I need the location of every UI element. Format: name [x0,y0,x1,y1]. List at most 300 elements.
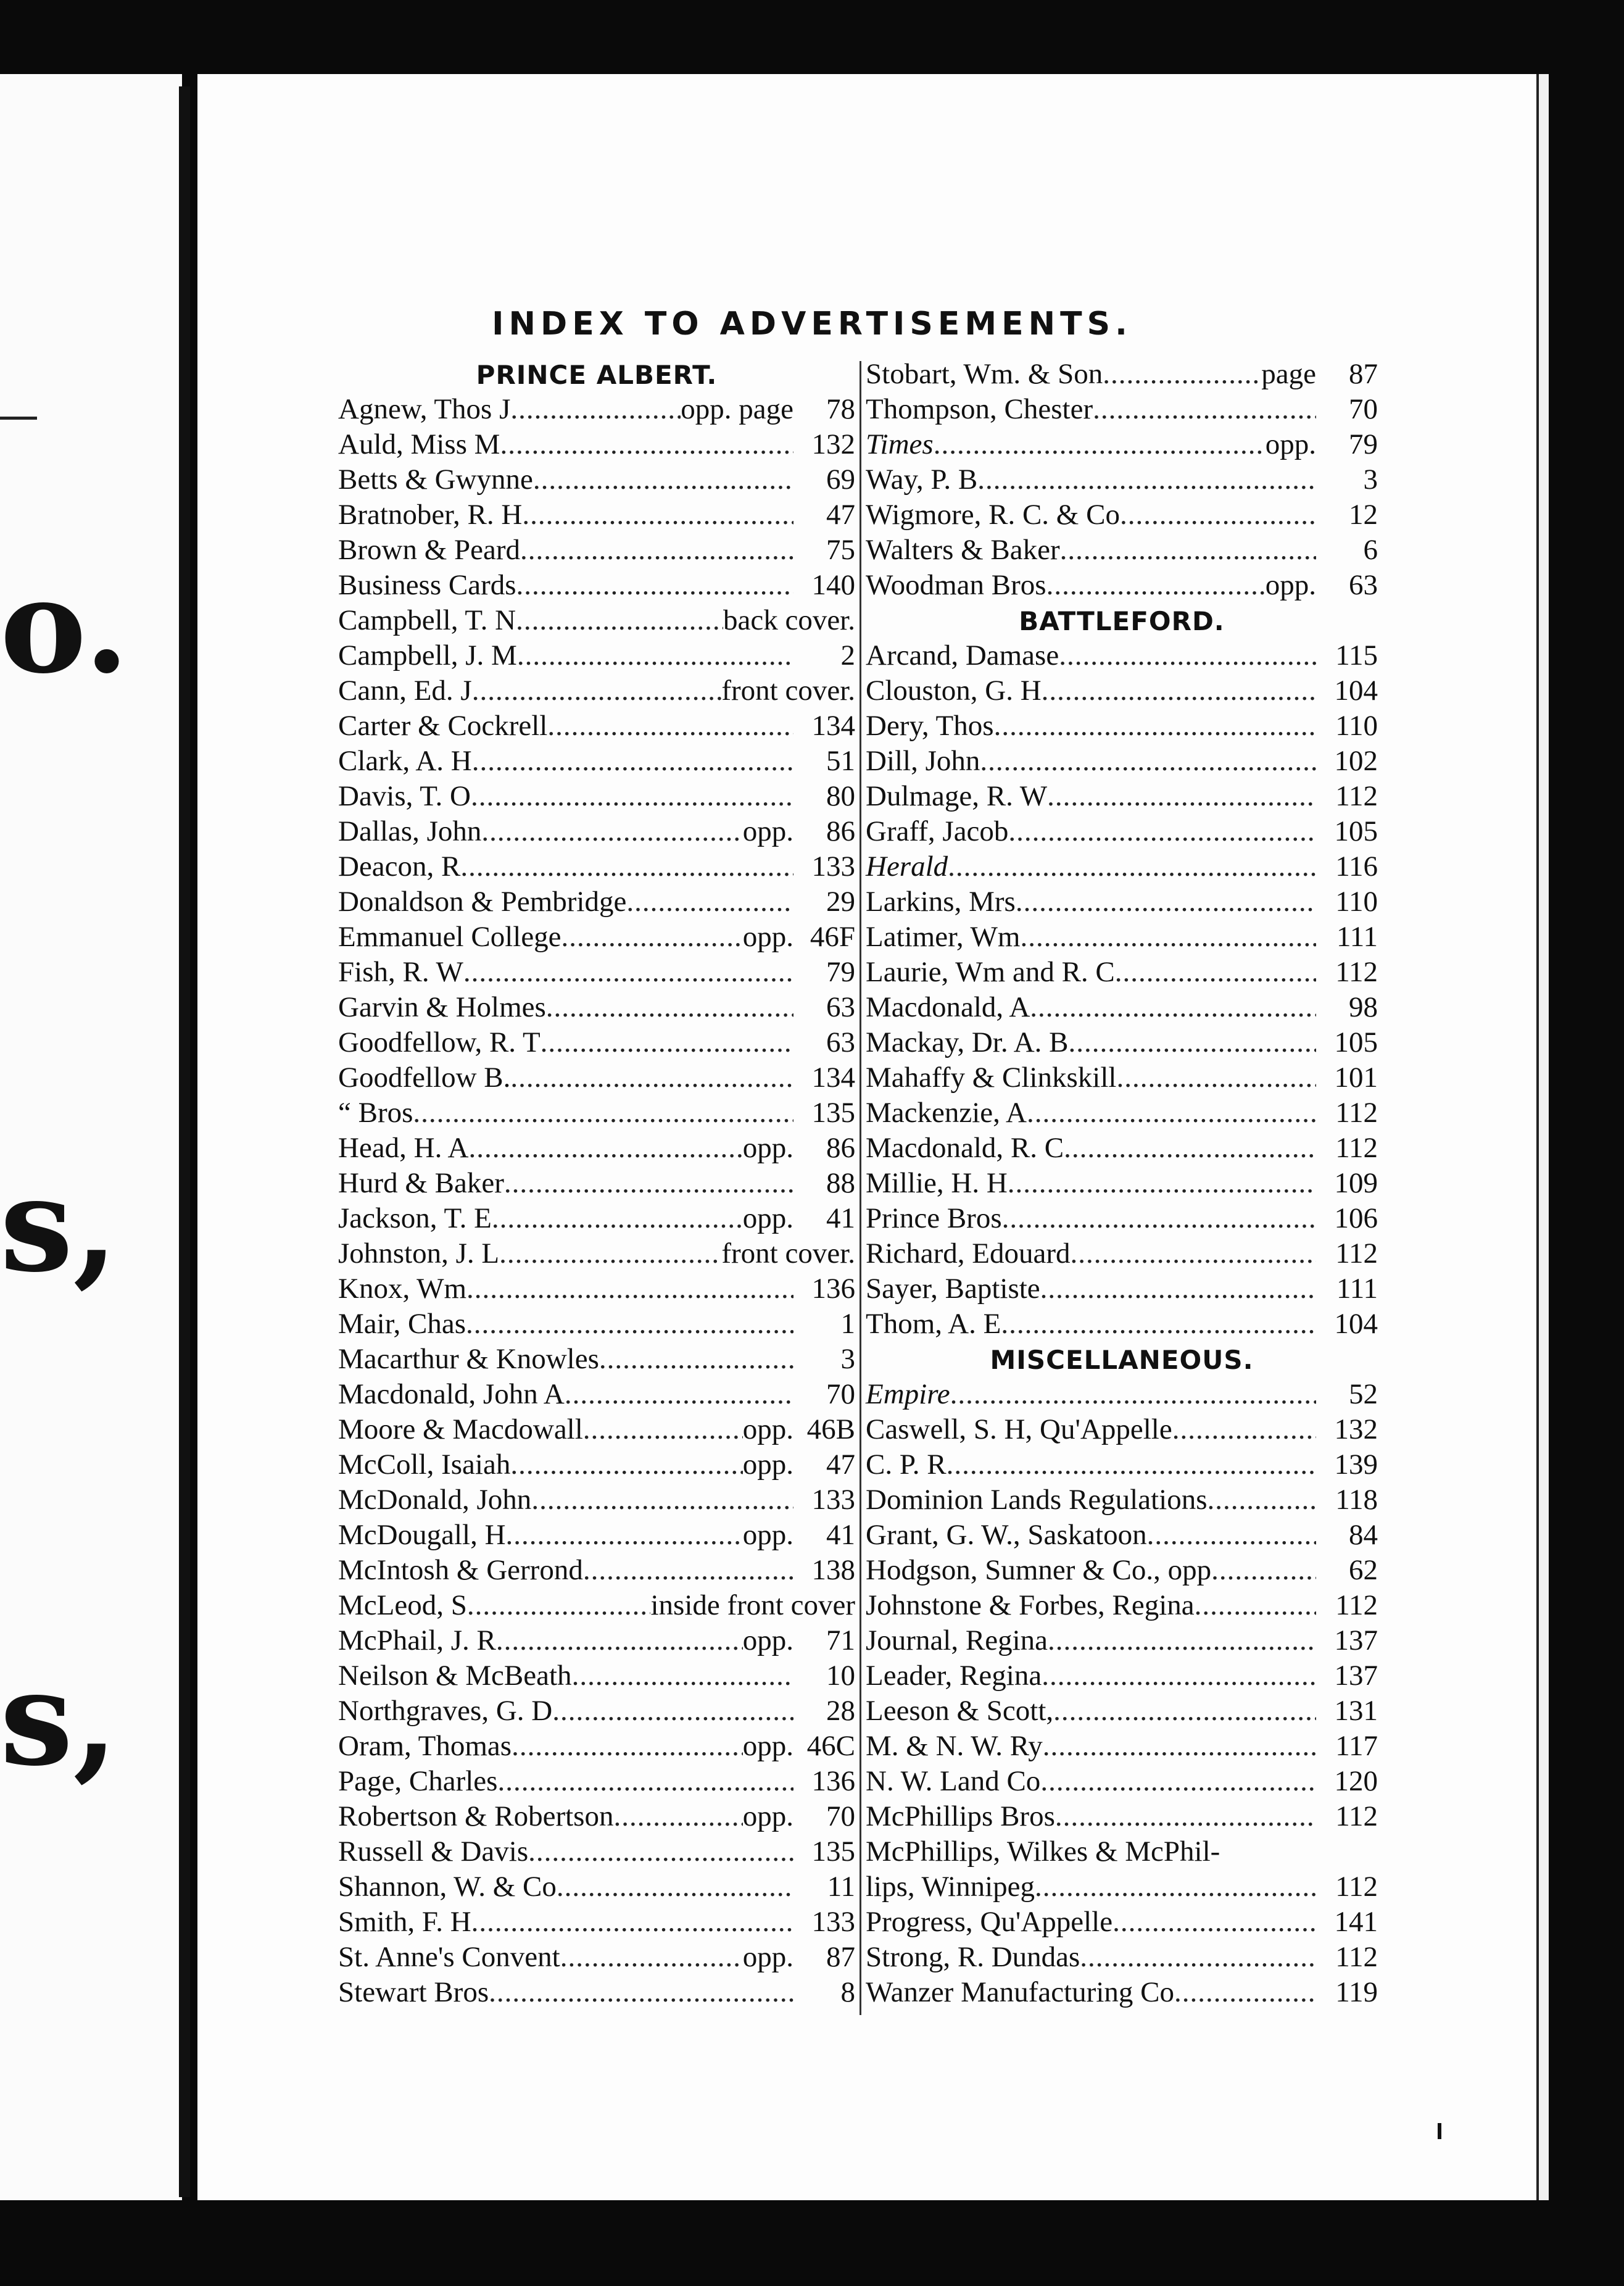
index-entry [338,1553,855,1588]
index-entry [866,357,1378,392]
dot-leader [1071,1236,1316,1271]
dot-leader [1008,1166,1316,1201]
dot-leader [572,1658,793,1694]
entry-page-number: 79 [1349,428,1378,460]
index-entry [338,1869,855,1905]
entry-name: Betts & Gwynne [338,463,533,496]
entry-page-number: 136 [811,1273,855,1305]
dot-leader [1047,779,1316,814]
entry-page-number: 84 [1349,1519,1378,1551]
entry-list [866,357,1378,603]
entry-name: Dallas, John [338,815,482,847]
index-entry [866,884,1378,920]
index-entry [338,744,855,779]
entry-reference: opp. [742,1941,793,1973]
entry-name: Leeson & Scott, [866,1695,1054,1727]
entry-page-number: 86 [826,815,855,847]
dot-leader [531,1482,793,1518]
dot-leader [547,709,793,744]
entry-name: Strong, R. Dundas [866,1941,1080,1973]
dot-leader [1172,1412,1316,1447]
dot-leader [1002,1201,1316,1236]
entry-name: Macdonald, A [866,991,1030,1023]
dot-leader [947,1447,1316,1482]
index-entry [338,1377,855,1412]
entry-name: Emmanuel College [338,921,561,953]
index-entry [866,990,1378,1025]
entry-page-number: 10 [826,1660,855,1692]
entry-name: Stewart Bros [338,1976,489,2008]
entry-page-number: 29 [826,886,855,918]
dot-leader [466,1307,793,1342]
index-entry [338,814,855,849]
entry-reference: opp. [742,1624,793,1656]
index-entry [338,1658,855,1694]
entry-page-number: 139 [1334,1448,1378,1481]
entry-name: Bratnober, R. H [338,499,523,531]
dot-leader [1042,673,1316,709]
entry-page-number: 141 [1334,1906,1378,1938]
entry-name: Millie, H. H [866,1167,1008,1199]
entry-name: Mackay, Dr. A. B [866,1026,1069,1058]
entry-name: Campbell, J. M [338,639,517,671]
index-entry [866,427,1378,462]
entry-page-number: 112 [1335,1097,1378,1129]
entry-name: Mair, Chas [338,1308,466,1340]
entry-page-number: 133 [811,850,855,883]
dot-leader [500,427,793,462]
index-entry [866,849,1378,884]
entry-name: Empire [866,1378,950,1410]
dot-leader [557,1869,793,1905]
entry-list [866,1377,1378,2010]
entry-reference: front cover. [721,1237,855,1270]
entry-name: Sayer, Baptiste [866,1273,1040,1305]
index-entry [338,920,855,955]
entry-name: St. Anne's Convent [338,1941,560,1973]
entry-reference: opp. [742,1413,793,1445]
entry-page-number: 112 [1335,1800,1378,1832]
entry-name: Goodfellow, R. T [338,1026,541,1058]
index-entry [338,1131,855,1166]
entry-name: Clark, A. H [338,745,472,777]
entry-page-number: 71 [826,1624,855,1656]
entry-name: Dill, John [866,745,980,777]
entry-name: Fish, R. W [338,956,463,988]
entry-page-number: 136 [811,1765,855,1797]
entry-page-number: 80 [826,780,855,812]
entry-name: Cann, Ed. J [338,675,472,707]
entry-name: Progress, Qu'Appelle [866,1906,1113,1938]
entry-name: Knox, Wm [338,1273,467,1305]
entry-name: Larkins, Mrs [866,886,1016,918]
entry-page-number: 101 [1334,1062,1378,1094]
index-entry [866,392,1378,427]
index-entry [338,1201,855,1236]
index-entry [866,1764,1378,1799]
dot-leader [1093,392,1316,427]
entry-page-number: 106 [1334,1202,1378,1234]
entry-page-number: 112 [1335,956,1378,988]
index-entry [866,1623,1378,1658]
index-entry [866,568,1378,603]
index-entry [866,1060,1378,1095]
dot-leader [481,814,742,849]
entry-page-number: 51 [826,745,855,777]
dot-leader [546,990,793,1025]
index-entry [866,1166,1378,1201]
entry-page-number: 110 [1335,886,1378,918]
index-entry [866,814,1378,849]
entry-page-number: 140 [811,569,855,601]
entry-reference: back cover. [723,604,855,636]
index-entry [338,1095,855,1131]
entry-name: Wanzer Manufacturing Co [866,1976,1174,2008]
dot-leader [1042,1658,1316,1694]
dot-leader [1059,638,1316,673]
dot-leader [533,462,793,497]
entry-name: McIntosh & Gerrond [338,1554,583,1586]
entry-name: Neilson & McBeath [338,1660,572,1692]
index-entry [338,673,855,709]
entry-page-number: 111 [1336,1273,1378,1305]
index-entry [866,709,1378,744]
entry-name: Graff, Jacob [866,815,1009,847]
entry-reference: page [1261,358,1316,390]
index-entry [338,990,855,1025]
entry-page-number: 47 [826,1448,855,1481]
entry-name: Caswell, S. H, Qu'Appelle [866,1413,1172,1445]
entry-page-number: 78 [826,393,855,425]
index-entry [338,1412,855,1447]
entry-name: Auld, Miss M [338,428,500,460]
entry-page-number: 86 [826,1132,855,1164]
entry-page-number: 46C [806,1730,855,1762]
dot-leader [516,603,723,638]
index-entry [338,1307,855,1342]
index-entry [338,1799,855,1834]
dot-leader [468,1131,742,1166]
dot-leader [948,849,1316,884]
entry-name: Herald [866,850,948,883]
dot-leader [522,497,793,533]
index-entry [866,1482,1378,1518]
entry-page-number: 117 [1335,1730,1378,1762]
index-entry [338,1764,855,1799]
entry-name: Shannon, W. & Co [338,1871,557,1903]
dot-leader [510,1447,742,1482]
index-entry [866,497,1378,533]
dot-leader [1120,497,1316,533]
facing-page-fragment: s, [0,1642,118,1795]
entry-name: Richard, Edouard [866,1237,1071,1270]
dot-leader [541,1025,793,1060]
entry-page-number: 41 [826,1519,855,1551]
dot-leader [472,744,793,779]
facing-page-fragment: o. [0,550,130,702]
dot-leader [1046,568,1266,603]
index-entry [866,1271,1378,1307]
entry-page-number: 70 [1349,393,1378,425]
entry-page-number: 1 [840,1308,855,1340]
entry-page-number: 2 [840,639,855,671]
entry-name: Walters & Baker [866,534,1060,566]
facing-page-edge [0,74,182,2200]
dot-leader [499,1236,721,1271]
dot-leader [471,1905,793,1940]
entry-reference: opp. [742,1448,793,1481]
entry-name: Robertson & Robertson [338,1800,614,1832]
entry-name: McDonald, John [338,1484,532,1516]
entry-page-number: 98 [1349,991,1378,1023]
index-entry [338,884,855,920]
dot-leader [489,1975,793,2010]
dot-leader [467,1588,651,1623]
entry-page-number: 112 [1335,1871,1378,1903]
dot-leader [1055,1799,1316,1834]
entry-name: Journal, Regina [866,1624,1048,1656]
index-entry [338,1834,855,1869]
entry-name: Mahaffy & Clinkskill [866,1062,1117,1094]
entry-name: Thompson, Chester [866,393,1093,425]
index-entry [866,1447,1378,1482]
entry-page-number: 47 [826,499,855,531]
index-entry [338,427,855,462]
entry-name: Dulmage, R. W [866,780,1048,812]
dot-leader [512,1729,743,1764]
entry-name: Johnstone & Forbes, Regina [866,1589,1195,1621]
section-heading-miscellaneous: MISCELLANEOUS. [990,1345,1254,1375]
index-entry [338,1905,855,1940]
entry-page-number: 3 [840,1343,855,1375]
index-entry [866,462,1378,497]
index-entry [338,709,855,744]
entry-page-number: 75 [826,534,855,566]
index-entry [866,1131,1378,1166]
entry-page-number: 63 [826,991,855,1023]
entry-reference: opp. page [681,393,793,425]
entry-reference: opp. [1265,569,1316,601]
entry-name: Dominion Lands Regulations [866,1484,1208,1516]
entry-page-number: 104 [1334,1308,1378,1340]
page-title: INDEX TO ADVERTISEMENTS. [492,305,1132,343]
dot-leader [1016,884,1316,920]
entry-name: Head, H. A [338,1132,469,1164]
entry-reference: opp. [742,1202,793,1234]
entry-page-number: 8 [840,1976,855,2008]
entry-page-number: 132 [1334,1413,1378,1445]
entry-page-number: 132 [811,428,855,460]
dot-leader [528,1834,793,1869]
entry-name: Times [866,428,934,460]
index-entry [338,1166,855,1201]
dot-leader [471,779,793,814]
entry-page-number: 112 [1335,1941,1378,1973]
dot-leader [599,1342,793,1377]
entry-page-number: 46F [810,921,855,953]
entry-name: McLeod, S [338,1589,467,1621]
index-entry [338,1060,855,1095]
entry-page-number: 105 [1334,815,1378,847]
entry-name: lips, Winnipeg [866,1871,1035,1903]
entry-name: Garvin & Holmes [338,991,546,1023]
index-entry [866,1694,1378,1729]
dot-leader [1040,1271,1316,1307]
entry-page-number: 28 [826,1695,855,1727]
index-entry [866,1799,1378,1834]
index-entry [866,638,1378,673]
entry-name: Stobart, Wm. & Son [866,358,1103,390]
dot-leader [492,1201,743,1236]
entry-name: Smith, F. H [338,1906,471,1938]
entry-page-number: 134 [811,1062,855,1094]
dot-leader [561,920,743,955]
section-heading-prince-albert: PRINCE ALBERT. [476,360,718,390]
index-entry [338,638,855,673]
dot-leader [1030,990,1316,1025]
entry-name: McColl, Isaiah [338,1448,511,1481]
entry-page-number: 62 [1349,1554,1378,1586]
dot-leader [1064,1131,1316,1166]
index-entry [866,1553,1378,1588]
index-entry [338,568,855,603]
page-edge [1536,74,1549,2200]
entry-name: Deacon, R [338,850,461,883]
entry-name: Clouston, G. H [866,675,1042,707]
index-entry [338,1729,855,1764]
index-entry [338,497,855,533]
prince-albert-column [338,357,855,2010]
entry-page-number: 87 [826,1941,855,1973]
dot-leader [1208,1482,1316,1518]
index-entry [338,603,855,638]
index-entry [338,462,855,497]
right-column [866,357,1378,2010]
dot-leader [980,744,1316,779]
dot-leader [1001,1307,1316,1342]
index-entry [866,1834,1378,1869]
entry-page-number: 109 [1334,1167,1378,1199]
entry-name: Jackson, T. E [338,1202,492,1234]
entry-name: Agnew, Thos J [338,393,511,425]
dot-leader [950,1377,1316,1412]
index-entry [338,955,855,990]
index-entry [866,1588,1378,1623]
dot-leader [552,1694,793,1729]
index-entry [866,1025,1378,1060]
entry-name: Laurie, Wm and R. C [866,956,1115,988]
dot-leader [510,392,681,427]
index-entry [338,1342,855,1377]
dot-leader [1027,1095,1316,1131]
index-entry [866,955,1378,990]
entry-page-number: 135 [811,1097,855,1129]
dot-leader [934,427,1266,462]
dot-leader [1035,1869,1316,1905]
dot-leader [1048,1623,1316,1658]
entry-page-number: 88 [826,1167,855,1199]
entry-page-number: 11 [827,1871,855,1903]
index-entry [338,1482,855,1518]
dot-leader [1115,955,1316,990]
index-entry [338,392,855,427]
dot-leader [1112,1905,1316,1940]
dot-leader [1174,1975,1316,2010]
entry-page-number: 116 [1335,850,1378,883]
entry-page-number: 138 [811,1554,855,1586]
entry-name: Wigmore, R. C. & Co [866,499,1120,531]
dot-leader [497,1764,793,1799]
entry-page-number: 69 [826,463,855,496]
entry-page-number: 52 [1349,1378,1378,1410]
entry-name: McPhillips, Wilkes & McPhil- [866,1835,1220,1868]
entry-page-number: 79 [826,956,855,988]
entry-page-number: 133 [811,1906,855,1938]
dot-leader [413,1095,793,1131]
dot-leader [1211,1553,1316,1588]
dot-leader [1008,814,1316,849]
entry-page-number: 46B [806,1413,855,1445]
entry-name: McPhail, J. R [338,1624,496,1656]
dot-leader [1103,357,1261,392]
dot-leader [1043,1729,1316,1764]
index-entry [338,1975,855,2010]
index-entry [338,1447,855,1482]
page-mark [1438,2123,1441,2139]
dot-leader [460,849,793,884]
index-entry [866,1307,1378,1342]
dot-leader [613,1799,742,1834]
index-entry [338,1518,855,1553]
dot-leader [1147,1518,1316,1553]
dot-leader [583,1553,793,1588]
index-entry [866,1236,1378,1271]
entry-name: McDougall, H [338,1519,506,1551]
entry-reference: inside front cover [650,1589,855,1621]
dot-leader [466,1271,793,1307]
dot-leader [1195,1588,1316,1623]
entry-page-number: 133 [811,1484,855,1516]
entry-name: Johnston, J. L [338,1237,500,1270]
entry-reference: opp. [742,1132,793,1164]
entry-page-number: 6 [1363,534,1378,566]
entry-name: Page, Charles [338,1765,498,1797]
entry-page-number: 115 [1335,639,1378,671]
entry-page-number: 102 [1334,745,1378,777]
dot-leader [560,1940,743,1975]
entry-list [338,392,855,2010]
index-entry [338,1623,855,1658]
index-entry [866,533,1378,568]
entry-name: Campbell, T. N [338,604,516,636]
entry-page-number: 112 [1335,780,1378,812]
entry-reference: opp. [742,921,793,953]
facing-page-fragment: s, [0,1149,118,1301]
entry-page-number: 131 [1334,1695,1378,1727]
entry-name: Business Cards [338,569,516,601]
entry-page-number: 118 [1335,1484,1378,1516]
entry-page-number: 12 [1349,499,1378,531]
entry-page-number: 137 [1334,1624,1378,1656]
dot-leader [1060,533,1316,568]
entry-page-number: 135 [811,1835,855,1868]
entry-reference: front cover. [721,675,855,707]
index-entry [338,1940,855,1975]
entry-name: Woodman Bros [866,569,1046,601]
dot-leader [977,462,1316,497]
entry-page-number: 70 [826,1378,855,1410]
entry-name: “ Bros [338,1097,413,1129]
